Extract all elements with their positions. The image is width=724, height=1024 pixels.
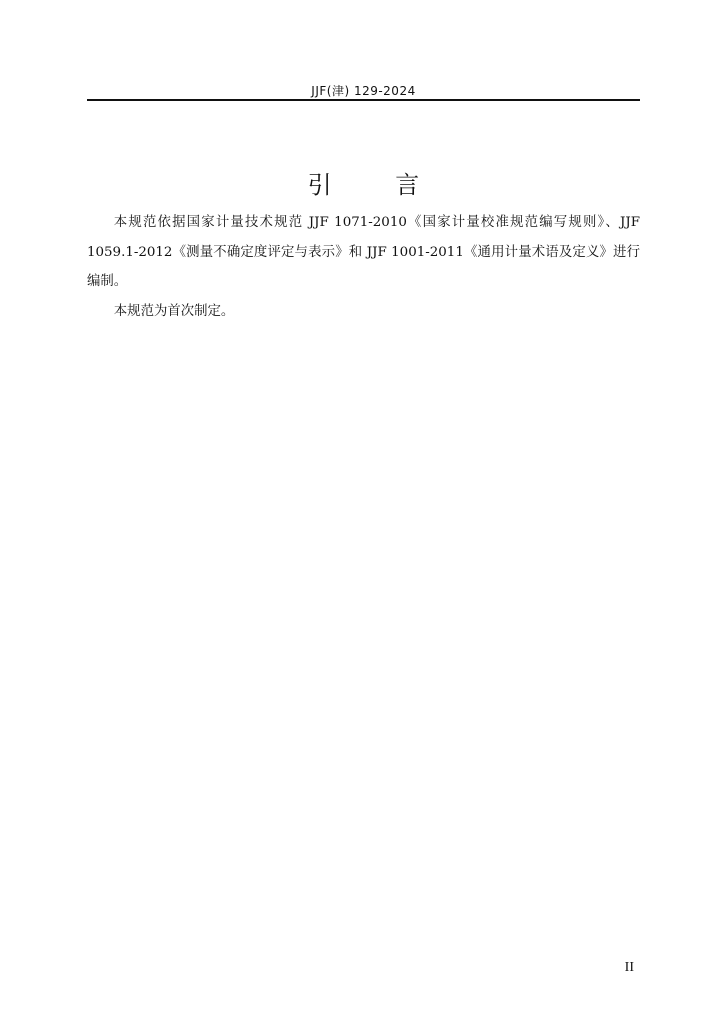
- page-number: II: [624, 960, 634, 975]
- header-standard-number: JJF(津) 129-2024: [311, 84, 416, 98]
- body-text: [87, 208, 640, 326]
- header-rule: [87, 99, 640, 101]
- paragraph-first-edition: 本规范为首次制定。: [113, 303, 235, 319]
- page-title: 引 言: [307, 171, 448, 199]
- paragraph-basis: 本规范依据国家计量技术规范 JJF 1071-2010《国家计量校准规范编写规则》、JJF 1059.1-2012《测量不确定度评定与表示》和 JJF 1001-2011《通用计量术语及定义》进行编制。: [87, 215, 640, 289]
